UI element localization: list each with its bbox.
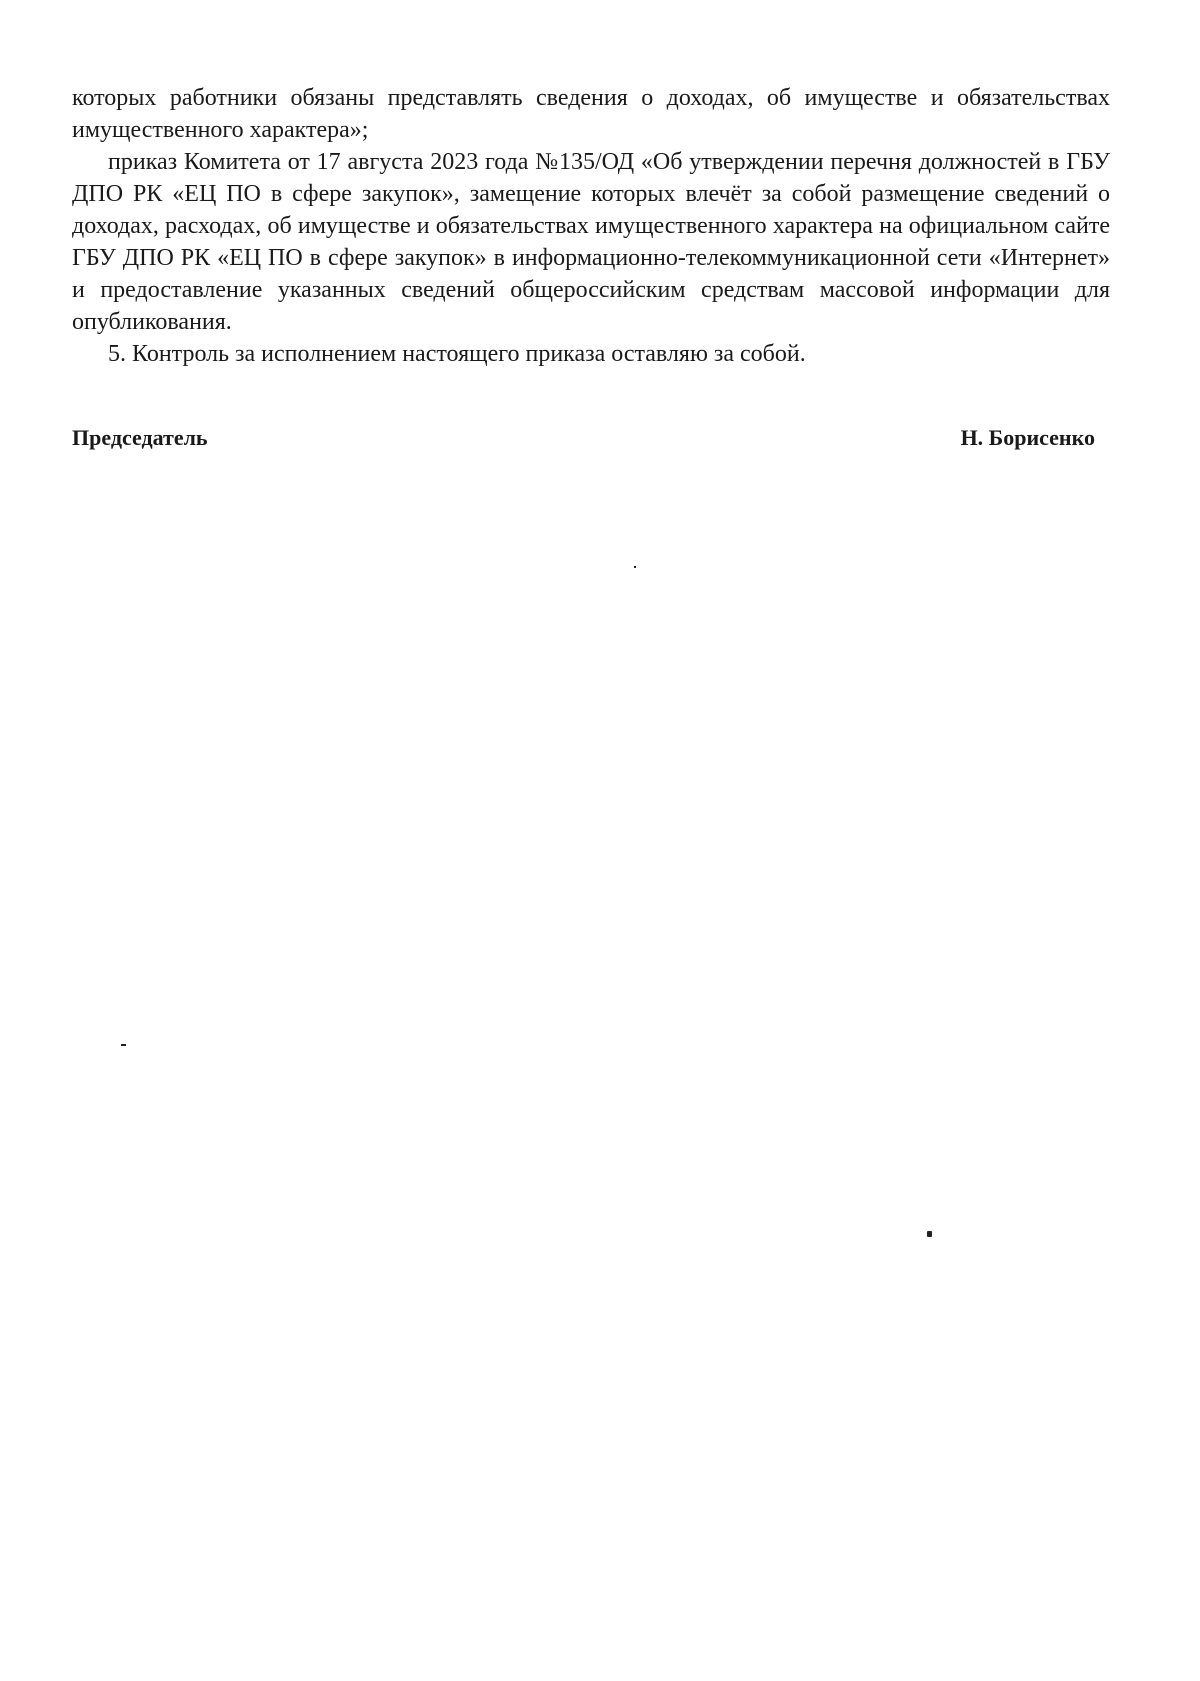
scan-speck (121, 1044, 126, 1046)
signature-block (72, 425, 1095, 451)
signatory-position: Председатель (72, 425, 208, 450)
document-body (72, 82, 1110, 370)
scan-speck (634, 566, 636, 568)
paragraph-order-reference: приказ Комитета от 17 августа 2023 года №135/ОД «Об утверждении перечня должностей в ГБУ ДПО РК «ЕЦ ПО в сфере закупок», замещение которых влечёт за собой размещение сведений о доходах, расходах, об имуществе и обязательствах имущественного характера на официальном сайте ГБУ ДПО РК «ЕЦ ПО в сфере закупок» в информационно-телекоммуникационной сети «Интернет» и предоставление указанных сведений общероссийским средствам массовой информации для опубликования. (72, 149, 1110, 335)
paragraph-continuation: которых работники обязаны представлять сведения о доходах, об имуществе и обязательствах имущественного характера»; (72, 85, 1110, 143)
paragraph-control-clause: 5. Контроль за исполнением настоящего приказа оставляю за собой. (108, 341, 806, 367)
scan-speck (927, 1231, 932, 1237)
signatory-name: Н. Борисенко (960, 425, 1095, 450)
